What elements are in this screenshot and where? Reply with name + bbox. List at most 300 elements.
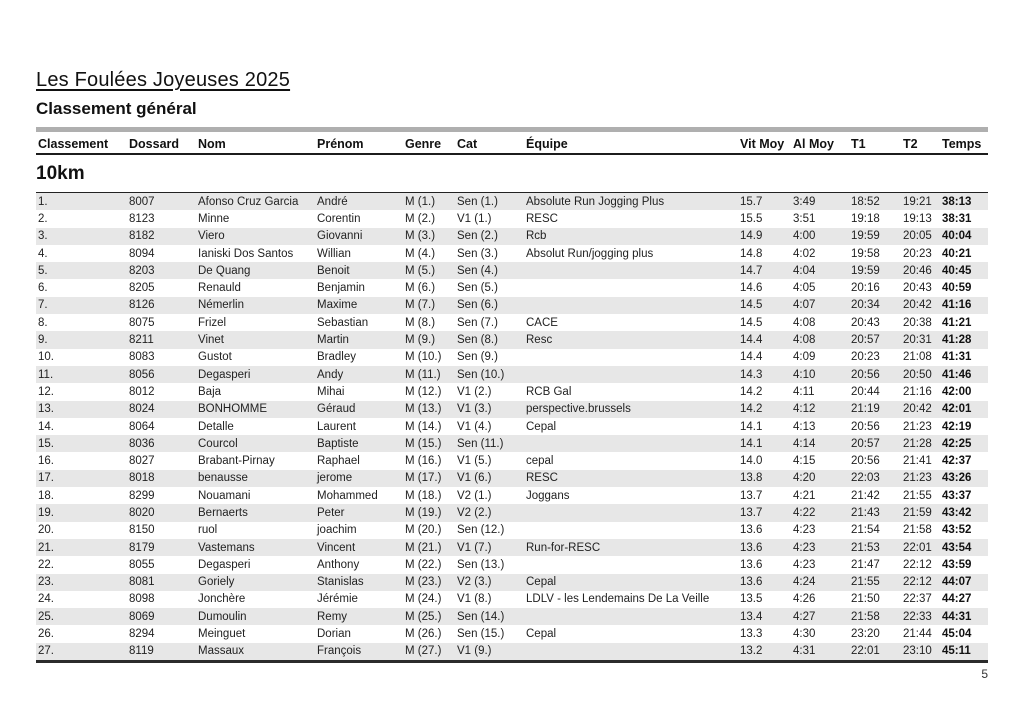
cell-dossard: 8012 [129,385,155,398]
cell-classement: 3. [38,230,48,243]
cell-cat: Sen (6.) [457,299,498,312]
table-row [36,383,988,400]
cell-classement: 11. [38,368,54,381]
cell-vit-moy: 14.0 [740,455,763,468]
cell-t2: 21:08 [903,351,932,364]
table-row [36,245,988,262]
cell-temps: 42:37 [942,455,972,468]
cell-dossard: 8203 [129,264,155,277]
cell-al-moy: 3:51 [793,212,816,225]
cell-t2: 20:38 [903,316,932,329]
table-row [36,435,988,452]
results-table [36,192,988,660]
cell-genre: M (21.) [405,541,442,554]
cell-t2: 19:21 [903,195,932,208]
column-header-temps: Temps [942,136,982,151]
cell-vit-moy: 13.5 [740,593,763,606]
cell-al-moy: 4:11 [793,385,815,398]
column-header-t2: T2 [903,136,918,151]
table-bottom-rule [36,660,988,663]
cell-vit-moy: 14.8 [740,247,763,260]
cell-t2: 20:50 [903,368,932,381]
table-row [36,314,988,331]
cell-dossard: 8299 [129,489,155,502]
cell-t2: 20:23 [903,247,932,260]
table-row [36,522,988,539]
cell-prenom: Laurent [317,420,357,433]
column-header-dossard: Dossard [129,136,180,151]
cell-temps: 40:04 [942,230,972,243]
column-header-vit-moy: Vit Moy [740,136,785,151]
cell-nom: Frizel [198,316,227,329]
cell-al-moy: 4:23 [793,558,816,571]
cell-vit-moy: 13.2 [740,645,763,658]
cell-al-moy: 4:20 [793,472,816,485]
cell-temps: 41:28 [942,334,972,347]
cell-genre: M (18.) [405,489,442,502]
cell-vit-moy: 14.2 [740,385,763,398]
cell-dossard: 8064 [129,420,155,433]
cell-genre: M (5.) [405,264,436,277]
column-header-equipe: Équipe [526,136,568,151]
table-row [36,366,988,383]
cell-nom: Dumoulin [198,610,247,623]
cell-cat: Sen (3.) [457,247,498,260]
cell-equipe: Resc [526,334,553,347]
section-heading-10km: 10km [36,163,85,184]
cell-classement: 4. [38,247,48,260]
table-row [36,297,988,314]
cell-vit-moy: 14.9 [740,230,763,243]
cell-genre: M (1.) [405,195,436,208]
cell-classement: 21. [38,541,54,554]
column-header-cat: Cat [457,136,478,151]
cell-prenom: Willian [317,247,351,260]
table-header [36,135,988,152]
header-band [36,127,988,132]
cell-equipe: Cepal [526,420,557,433]
table-row [36,625,988,642]
cell-cat: Sen (1.) [457,195,498,208]
cell-nom: Meinguet [198,628,246,641]
cell-t2: 21:23 [903,420,932,433]
cell-nom: Degasperi [198,368,251,381]
cell-vit-moy: 14.2 [740,403,763,416]
cell-nom: Massaux [198,645,245,658]
cell-classement: 25. [38,610,54,623]
table-row [36,452,988,469]
cell-dossard: 8018 [129,472,155,485]
cell-t2: 21:44 [903,628,932,641]
table-row [36,504,988,521]
cell-cat: V2 (3.) [457,576,492,589]
cell-dossard: 8294 [129,628,155,641]
cell-t2: 21:55 [903,489,932,502]
cell-cat: V1 (8.) [457,593,492,606]
cell-t1: 19:59 [851,264,880,277]
cell-dossard: 8024 [129,403,155,416]
cell-nom: Renauld [198,282,241,295]
cell-nom: Vinet [198,334,225,347]
cell-classement: 5. [38,264,48,277]
cell-prenom: Vincent [317,541,356,554]
cell-classement: 14. [38,420,54,433]
cell-t1: 21:19 [851,403,880,416]
cell-genre: M (11.) [405,368,441,381]
cell-t1: 19:58 [851,247,880,260]
cell-prenom: Benoit [317,264,350,277]
cell-equipe: perspective.brussels [526,403,631,416]
cell-t1: 21:53 [851,541,880,554]
cell-cat: Sen (14.) [457,610,505,623]
cell-dossard: 8007 [129,195,155,208]
cell-dossard: 8098 [129,593,155,606]
cell-prenom: Anthony [317,558,360,571]
cell-al-moy: 4:21 [793,489,816,502]
cell-prenom: Mohammed [317,489,378,502]
cell-nom: Courcol [198,437,238,450]
cell-al-moy: 4:10 [793,368,816,381]
cell-t2: 21:41 [903,455,932,468]
cell-genre: M (12.) [405,385,442,398]
cell-nom: Goriely [198,576,235,589]
cell-equipe: LDLV - les Lendemains De La Veille [526,593,710,606]
cell-prenom: Giovanni [317,230,363,243]
cell-prenom: Géraud [317,403,356,416]
cell-temps: 44:31 [942,610,972,623]
cell-prenom: Jérémie [317,593,358,606]
cell-cat: Sen (4.) [457,264,498,277]
cell-prenom: jerome [317,472,353,485]
cell-t2: 20:42 [903,299,932,312]
cell-classement: 15. [38,437,54,450]
cell-equipe: Cepal [526,576,557,589]
cell-al-moy: 4:14 [793,437,816,450]
cell-genre: M (24.) [405,593,442,606]
cell-genre: M (17.) [405,472,442,485]
table-row [36,591,988,608]
cell-dossard: 8150 [129,524,155,537]
cell-vit-moy: 15.5 [740,212,763,225]
cell-al-moy: 4:00 [793,230,816,243]
cell-t1: 20:56 [851,420,880,433]
cell-al-moy: 4:31 [793,645,816,658]
cell-dossard: 8027 [129,455,155,468]
cell-t1: 20:56 [851,455,880,468]
cell-temps: 43:54 [942,541,972,554]
cell-t2: 20:31 [903,334,932,347]
cell-equipe: Joggans [526,489,570,502]
cell-al-moy: 4:26 [793,593,816,606]
cell-al-moy: 4:09 [793,351,816,364]
cell-nom: Gustot [198,351,232,364]
cell-t1: 21:47 [851,558,880,571]
cell-classement: 13. [38,403,54,416]
table-row [36,608,988,625]
cell-t1: 20:56 [851,368,880,381]
cell-nom: Nouamani [198,489,251,502]
cell-genre: M (20.) [405,524,442,537]
cell-al-moy: 4:04 [793,264,816,277]
cell-dossard: 8094 [129,247,155,260]
cell-prenom: Maxime [317,299,358,312]
cell-temps: 38:31 [942,212,972,225]
cell-vit-moy: 15.7 [740,195,763,208]
column-header-prenom: Prénom [317,136,364,151]
cell-t2: 22:37 [903,593,932,606]
cell-al-moy: 4:08 [793,316,816,329]
cell-classement: 8. [38,316,48,329]
cell-cat: V1 (1.) [457,212,492,225]
cell-nom: Baja [198,385,222,398]
cell-genre: M (25.) [405,610,442,623]
cell-genre: M (23.) [405,576,442,589]
cell-classement: 20. [38,524,54,537]
cell-al-moy: 4:23 [793,524,816,537]
cell-genre: M (6.) [405,282,436,295]
cell-dossard: 8123 [129,212,155,225]
cell-genre: M (13.) [405,403,442,416]
cell-al-moy: 4:05 [793,282,816,295]
cell-temps: 43:37 [942,489,972,502]
cell-dossard: 8036 [129,437,155,450]
cell-dossard: 8069 [129,610,155,623]
cell-prenom: Benjamin [317,282,365,295]
column-header-classement: Classement [38,136,109,151]
table-row [36,418,988,435]
cell-vit-moy: 14.5 [740,316,763,329]
cell-al-moy: 4:07 [793,299,816,312]
cell-al-moy: 4:02 [793,247,816,260]
cell-t2: 21:16 [903,385,932,398]
cell-genre: M (16.) [405,455,442,468]
cell-t2: 21:58 [903,524,932,537]
cell-t2: 22:12 [903,576,932,589]
cell-temps: 42:19 [942,420,972,433]
cell-genre: M (22.) [405,558,442,571]
cell-temps: 44:07 [942,576,972,589]
cell-classement: 22. [38,558,54,571]
cell-vit-moy: 14.1 [740,420,763,433]
cell-dossard: 8083 [129,351,155,364]
cell-t2: 20:42 [903,403,932,416]
table-row [36,556,988,573]
table-row [36,574,988,591]
cell-cat: V1 (7.) [457,541,492,554]
cell-genre: M (3.) [405,230,436,243]
cell-dossard: 8020 [129,506,155,519]
cell-cat: V1 (2.) [457,385,492,398]
cell-temps: 43:52 [942,524,972,537]
table-row [36,470,988,487]
cell-cat: Sen (11.) [457,437,504,450]
cell-genre: M (8.) [405,316,436,329]
column-header-nom: Nom [198,136,226,151]
cell-al-moy: 4:13 [793,420,816,433]
cell-cat: Sen (10.) [457,368,505,381]
cell-t1: 20:44 [851,385,880,398]
table-row [36,643,988,660]
cell-cat: Sen (12.) [457,524,505,537]
cell-vit-moy: 13.6 [740,541,763,554]
cell-t1: 19:59 [851,230,880,243]
cell-vit-moy: 13.6 [740,576,763,589]
page-subtitle: Classement général [36,99,197,118]
cell-nom: De Quang [198,264,251,277]
cell-prenom: François [317,645,362,658]
cell-classement: 16. [38,455,54,468]
cell-t2: 22:01 [903,541,932,554]
column-header-genre: Genre [405,136,442,151]
cell-nom: Viero [198,230,225,243]
cell-genre: M (7.) [405,299,436,312]
cell-t1: 20:23 [851,351,880,364]
cell-prenom: Bradley [317,351,356,364]
cell-t2: 22:12 [903,558,932,571]
table-row [36,539,988,556]
cell-classement: 1. [38,195,48,208]
cell-nom: Vastemans [198,541,255,554]
page-number: 5 [981,667,988,681]
cell-nom: BONHOMME [198,403,267,416]
cell-dossard: 8182 [129,230,155,243]
cell-classement: 10. [38,351,54,364]
cell-equipe: cepal [526,455,554,468]
cell-equipe: Run-for-RESC [526,541,601,554]
cell-t2: 20:05 [903,230,932,243]
cell-cat: Sen (7.) [457,316,498,329]
cell-t1: 21:55 [851,576,880,589]
cell-al-moy: 4:12 [793,403,816,416]
cell-vit-moy: 14.1 [740,437,763,450]
cell-genre: M (14.) [405,420,442,433]
cell-t2: 20:46 [903,264,932,277]
cell-equipe: CACE [526,316,558,329]
cell-classement: 6. [38,282,48,295]
cell-equipe: RESC [526,212,558,225]
page-title: Les Foulées Joyeuses 2025 [36,69,291,91]
cell-temps: 40:21 [942,247,972,260]
cell-vit-moy: 13.4 [740,610,763,623]
table-row [36,262,988,279]
cell-t1: 21:43 [851,506,880,519]
cell-cat: Sen (2.) [457,230,498,243]
cell-classement: 26. [38,628,54,641]
cell-nom: benausse [198,472,248,485]
cell-prenom: Remy [317,610,348,623]
cell-al-moy: 4:24 [793,576,816,589]
cell-nom: Afonso Cruz Garcia [198,195,299,208]
cell-cat: Sen (8.) [457,334,498,347]
cell-t1: 20:57 [851,334,880,347]
cell-temps: 40:59 [942,282,972,295]
cell-t2: 23:10 [903,645,932,658]
cell-classement: 23. [38,576,54,589]
cell-al-moy: 3:49 [793,195,816,208]
cell-dossard: 8211 [129,334,154,347]
table-row [36,193,988,210]
cell-equipe: Absolut Run/jogging plus [526,247,654,260]
cell-nom: Némerlin [198,299,245,312]
cell-cat: Sen (15.) [457,628,505,641]
cell-t2: 21:23 [903,472,932,485]
cell-vit-moy: 13.6 [740,558,763,571]
cell-t1: 20:16 [851,282,880,295]
cell-al-moy: 4:27 [793,610,816,623]
cell-t1: 21:54 [851,524,880,537]
cell-prenom: Martin [317,334,349,347]
cell-prenom: Andy [317,368,344,381]
cell-vit-moy: 13.8 [740,472,763,485]
cell-t1: 22:03 [851,472,880,485]
cell-t1: 21:58 [851,610,880,623]
cell-temps: 41:46 [942,368,972,381]
cell-nom: Minne [198,212,230,225]
cell-cat: Sen (5.) [457,282,498,295]
cell-temps: 42:25 [942,437,972,450]
table-row [36,349,988,366]
cell-nom: ruol [198,524,218,537]
cell-classement: 12. [38,385,54,398]
cell-dossard: 8055 [129,558,155,571]
cell-t1: 21:42 [851,489,880,502]
cell-dossard: 8056 [129,368,155,381]
cell-prenom: Dorian [317,628,351,641]
cell-classement: 17. [38,472,54,485]
cell-prenom: Sebastian [317,316,369,329]
cell-temps: 41:16 [942,299,972,312]
cell-vit-moy: 13.7 [740,506,763,519]
cell-cat: V2 (1.) [457,489,492,502]
cell-temps: 41:31 [942,351,972,364]
cell-genre: M (2.) [405,212,436,225]
cell-genre: M (10.) [405,351,442,364]
cell-t1: 21:50 [851,593,880,606]
cell-temps: 43:59 [942,558,972,571]
cell-vit-moy: 13.7 [740,489,763,502]
cell-equipe: RCB Gal [526,385,572,398]
cell-t1: 23:20 [851,628,880,641]
cell-cat: V1 (9.) [457,645,492,658]
cell-temps: 45:04 [942,628,972,641]
cell-genre: M (19.) [405,506,442,519]
cell-genre: M (26.) [405,628,442,641]
cell-nom: Bernaerts [198,506,248,519]
cell-t1: 22:01 [851,645,880,658]
cell-vit-moy: 14.3 [740,368,763,381]
cell-cat: Sen (9.) [457,351,498,364]
cell-genre: M (9.) [405,334,436,347]
cell-temps: 40:45 [942,264,972,277]
header-rule [36,153,988,155]
cell-t1: 19:18 [851,212,880,225]
cell-temps: 43:26 [942,472,972,485]
cell-cat: V1 (3.) [457,403,492,416]
cell-t2: 19:13 [903,212,932,225]
cell-classement: 9. [38,334,48,347]
cell-prenom: Corentin [317,212,361,225]
cell-dossard: 8179 [129,541,155,554]
cell-temps: 44:27 [942,593,972,606]
cell-classement: 19. [38,506,54,519]
cell-equipe: Cepal [526,628,557,641]
cell-cat: Sen (13.) [457,558,505,571]
cell-dossard: 8126 [129,299,155,312]
cell-vit-moy: 14.7 [740,264,763,277]
cell-nom: Ianiski Dos Santos [198,247,294,260]
cell-t1: 20:34 [851,299,880,312]
cell-cat: V1 (6.) [457,472,492,485]
